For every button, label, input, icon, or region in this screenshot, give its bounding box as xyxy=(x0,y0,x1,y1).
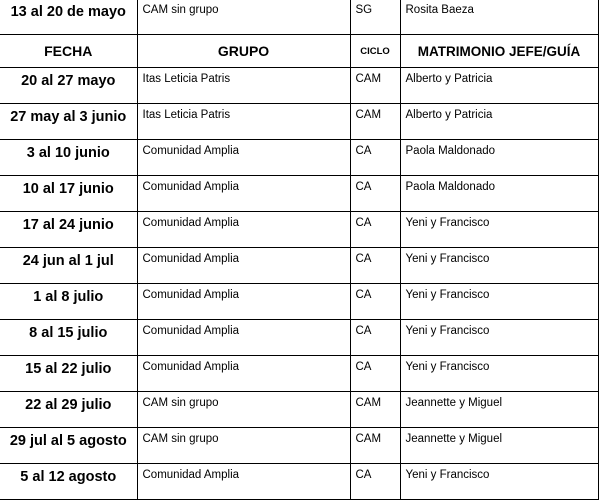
date-cell: 8 al 15 julio xyxy=(0,320,137,356)
header-grupo: GRUPO xyxy=(137,35,350,68)
guide-cell: Yeni y Francisco xyxy=(400,248,598,284)
date-cell: 1 al 8 julio xyxy=(0,284,137,320)
group-cell: Comunidad Amplia xyxy=(137,356,350,392)
table-row xyxy=(0,248,598,284)
date-cell: 5 al 12 agosto xyxy=(0,464,137,500)
cycle-cell: CA xyxy=(350,212,400,248)
cycle-cell: CA xyxy=(350,140,400,176)
date-cell: 3 al 10 junio xyxy=(0,140,137,176)
date-cell: 29 jul al 5 agosto xyxy=(0,428,137,464)
date-cell: 10 al 17 junio xyxy=(0,176,137,212)
date-cell: 22 al 29 julio xyxy=(0,392,137,428)
guide-cell: Yeni y Francisco xyxy=(400,356,598,392)
cycle-cell: CAM xyxy=(350,104,400,140)
group-cell: Comunidad Amplia xyxy=(137,176,350,212)
guide-cell: Alberto y Patricia xyxy=(400,104,598,140)
date-cell: 24 jun al 1 jul xyxy=(0,248,137,284)
table-row xyxy=(0,140,598,176)
group-cell: Itas Leticia Patris xyxy=(137,104,350,140)
date-cell: 20 al 27 mayo xyxy=(0,68,137,104)
cycle-cell: CA xyxy=(350,356,400,392)
header-fecha: FECHA xyxy=(0,35,137,68)
group-cell: Comunidad Amplia xyxy=(137,320,350,356)
group-cell: CAM sin grupo xyxy=(137,0,350,35)
header-guia: MATRIMONIO JEFE/GUÍA xyxy=(400,35,598,68)
guide-cell: Paola Maldonado xyxy=(400,140,598,176)
table-row xyxy=(0,464,598,500)
group-cell: Comunidad Amplia xyxy=(137,248,350,284)
guide-cell: Yeni y Francisco xyxy=(400,212,598,248)
cycle-cell: CAM xyxy=(350,68,400,104)
table-row xyxy=(0,392,598,428)
table-row xyxy=(0,284,598,320)
cycle-cell: CA xyxy=(350,284,400,320)
table-row xyxy=(0,212,598,248)
table-row xyxy=(0,356,598,392)
cycle-cell: CAM xyxy=(350,392,400,428)
group-cell: Comunidad Amplia xyxy=(137,140,350,176)
table-row xyxy=(0,320,598,356)
guide-cell: Alberto y Patricia xyxy=(400,68,598,104)
group-cell: Itas Leticia Patris xyxy=(137,68,350,104)
table-row xyxy=(0,104,598,140)
cycle-cell: CA xyxy=(350,248,400,284)
table-row xyxy=(0,68,598,104)
group-cell: CAM sin grupo xyxy=(137,392,350,428)
guide-cell: Jeannette y Miguel xyxy=(400,428,598,464)
group-cell: Comunidad Amplia xyxy=(137,284,350,320)
cycle-cell: SG xyxy=(350,0,400,35)
group-cell: Comunidad Amplia xyxy=(137,464,350,500)
table-row xyxy=(0,176,598,212)
group-cell: Comunidad Amplia xyxy=(137,212,350,248)
header-row xyxy=(0,35,598,68)
cycle-cell: CAM xyxy=(350,428,400,464)
cycle-cell: CA xyxy=(350,464,400,500)
guide-cell: Rosita Baeza xyxy=(400,0,598,35)
guide-cell: Yeni y Francisco xyxy=(400,284,598,320)
date-cell: 15 al 22 julio xyxy=(0,356,137,392)
date-cell: 17 al 24 junio xyxy=(0,212,137,248)
guide-cell: Jeannette y Miguel xyxy=(400,392,598,428)
date-cell: 27 may al 3 junio xyxy=(0,104,137,140)
table-body xyxy=(0,68,598,500)
group-cell: CAM sin grupo xyxy=(137,428,350,464)
cycle-cell: CA xyxy=(350,176,400,212)
date-cell: 13 al 20 de mayo xyxy=(0,0,137,35)
guide-cell: Paola Maldonado xyxy=(400,176,598,212)
guide-cell: Yeni y Francisco xyxy=(400,464,598,500)
cycle-cell: CA xyxy=(350,320,400,356)
header-ciclo: CICLO xyxy=(350,35,400,68)
table-row xyxy=(0,0,598,35)
guide-cell: Yeni y Francisco xyxy=(400,320,598,356)
